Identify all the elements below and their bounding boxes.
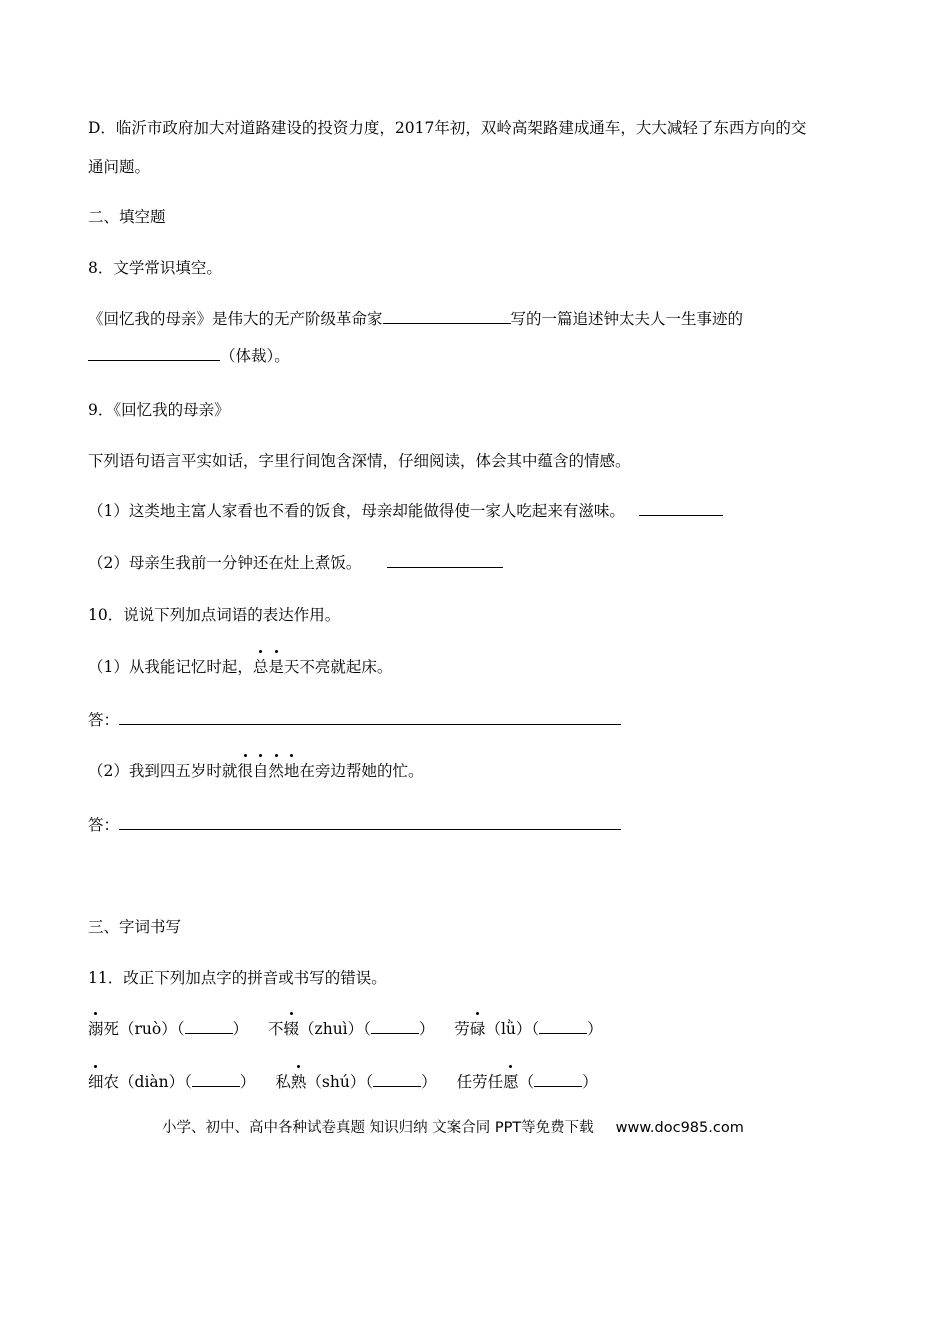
q10-answer2 <box>88 815 621 835</box>
q11-item: 不辍（zhuì）（ ） <box>268 1020 435 1038</box>
q9-item1-blank[interactable] <box>639 501 723 516</box>
q10-title: 10．说说下列加点词语的表达作用。 <box>88 606 341 624</box>
q10-item2-pre: （2）我到四五岁时就 <box>88 762 238 780</box>
dotted-char: 碌 <box>469 1020 486 1038</box>
q9-item2-text: （2）母亲生我前一分钟还在灶上煮饭。 <box>88 554 362 572</box>
q8-line1 <box>88 309 743 329</box>
q11-item: 劳碌（lǜ）（ ） <box>454 1020 603 1038</box>
q11-item: 私熟（shú）（ ） <box>275 1073 437 1091</box>
dotted-char: 溺 <box>88 1020 104 1038</box>
dotted-char: 自 <box>252 762 269 780</box>
q11-item: 细农（diàn）（ ） <box>88 1073 256 1091</box>
q9-title: 9．《回忆我的母亲》 <box>88 401 230 419</box>
q9-item1-text: （1）这类地主富人家看也不看的饭食，母亲却能做得使一家人吃起来有滋味。 <box>88 502 625 520</box>
q8-title: 8．文学常识填空。 <box>88 259 222 277</box>
answer-label: 答： <box>88 816 120 834</box>
q11-blank[interactable] <box>192 1072 240 1087</box>
section-title-word-writing: 三、字词书写 <box>88 918 182 936</box>
q8-text-b: 写的一篇追述钟太夫人一生事迹的 <box>510 310 744 328</box>
q8-author-blank[interactable] <box>383 309 511 324</box>
q11-blank[interactable] <box>539 1019 587 1034</box>
q9-item2-blank[interactable] <box>387 553 503 568</box>
q11-row1 <box>88 1019 603 1039</box>
q11-blank[interactable] <box>371 1019 419 1034</box>
q11-title: 11．改正下列加点字的拼音或书写的错误。 <box>88 969 387 987</box>
q10-item1 <box>88 657 392 677</box>
q11-blank[interactable] <box>185 1019 233 1034</box>
q9-item2 <box>88 553 503 573</box>
q9-intro: 下列语句语言平实如话，字里行间饱含深情，仔细阅读，体会其中蕴含的情感。 <box>88 452 631 470</box>
dotted-char: 愿 <box>503 1073 519 1091</box>
q10-item2 <box>88 761 423 781</box>
dotted-char: 熟 <box>290 1073 307 1091</box>
q11-blank[interactable] <box>534 1072 582 1087</box>
q10-item1-post: 天不亮就起床。 <box>283 658 393 676</box>
footer-text: 小学、初中、高中各种试卷真题 知识归纳 文案合同 PPT等免费下载 <box>162 1120 594 1136</box>
q11-item: 任劳任愿（ ） <box>456 1073 598 1091</box>
q9-item1 <box>88 501 723 521</box>
dotted-char: 很 <box>237 762 253 780</box>
footer-url-link[interactable]: www.doc985.com <box>615 1120 744 1136</box>
q10-answer1-blank[interactable] <box>119 710 621 725</box>
q11-item: 溺死（ruò）（ ） <box>88 1020 249 1038</box>
q10-answer1 <box>88 710 621 730</box>
q10-answer2-blank[interactable] <box>119 815 621 830</box>
q8-text-a: 《回忆我的母亲》是伟大的无产阶级革命家 <box>88 310 383 328</box>
option-d-line1: D．临沂市政府加大对道路建设的投资力度，2017年初，双岭高架路建成通车，大大减轻了东西方向的交 <box>88 119 807 137</box>
q11-row2 <box>88 1072 598 1092</box>
q10-item2-post: 在旁边帮她的忙。 <box>299 762 424 780</box>
dotted-char: 然 <box>268 762 284 780</box>
dotted-char: 是 <box>268 658 284 676</box>
q10-item1-pre: （1）从我能记忆时起， <box>88 658 253 676</box>
dotted-char: 地 <box>283 762 300 780</box>
q8-line2 <box>88 346 290 366</box>
section-title-fill-in: 二、填空题 <box>88 208 166 226</box>
dotted-char: 辍 <box>283 1020 300 1038</box>
q8-genre-blank[interactable] <box>88 346 220 361</box>
q11-blank[interactable] <box>373 1072 421 1087</box>
dotted-char: 总 <box>252 658 269 676</box>
answer-label: 答： <box>88 711 120 729</box>
page-footer <box>162 1116 744 1137</box>
q8-text-c: （体裁）。 <box>220 347 290 365</box>
option-d-line2: 通问题。 <box>88 158 151 176</box>
dotted-char: 细 <box>88 1073 104 1091</box>
